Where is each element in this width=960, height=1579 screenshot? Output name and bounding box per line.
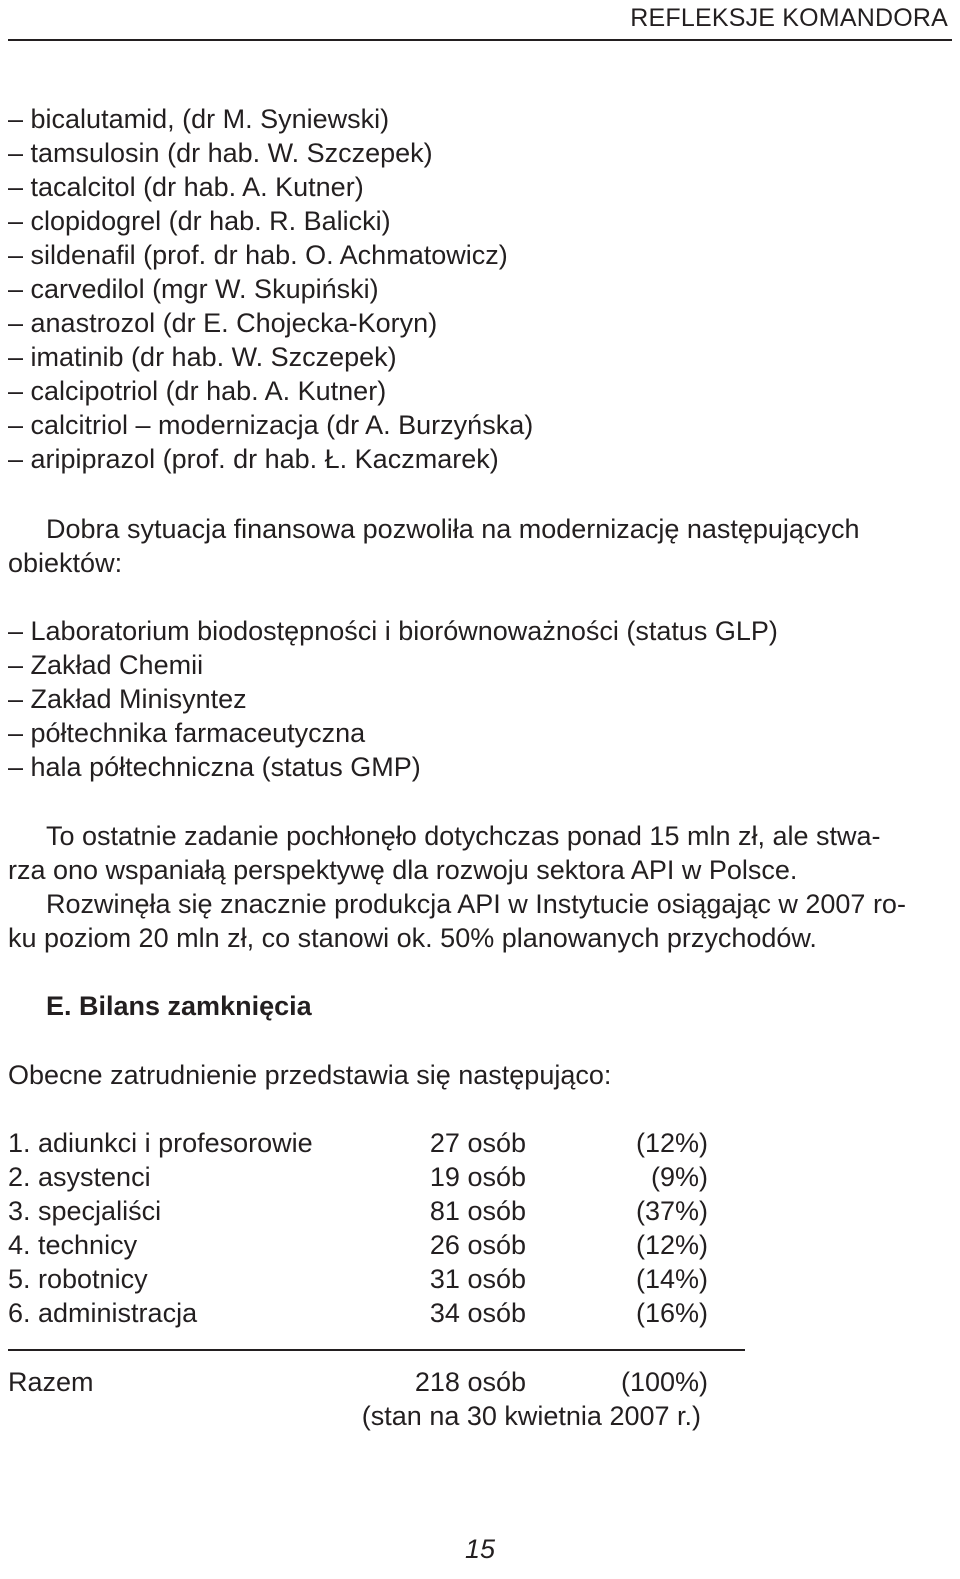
table-row [8, 1262, 768, 1296]
row-label: 1. adiunkci i profesorowie [8, 1128, 313, 1158]
paragraph-line: Rozwinęła się znacznie produkcja API w Instytucie osiągając w 2007 ro- [46, 889, 906, 919]
paragraph-line: Dobra sytuacja finansowa pozwoliła na modernizację następujących [46, 514, 860, 544]
finance-paragraph [8, 512, 952, 580]
total-label: Razem [8, 1367, 94, 1397]
row-percent: (12%) [635, 1230, 708, 1260]
row-count: 27 osób [429, 1128, 526, 1158]
list-item: – Zakład Chemii [8, 650, 204, 680]
paragraph-line: ku poziom 20 mln zł, co stanowi ok. 50% planowanych przychodów. [8, 923, 817, 953]
total-percent: (100%) [620, 1367, 708, 1397]
row-percent: (9%) [650, 1162, 708, 1192]
row-count: 31 osób [429, 1264, 526, 1294]
paragraph-line: To ostatnie zadanie pochłonęło dotychczas ponad 15 mln zł, ale stwa- [46, 821, 881, 851]
list-item: – Zakład Minisyntez [8, 684, 247, 714]
list-item: – półtechnika farmaceutyczna [8, 718, 366, 748]
paragraph-line: rza ono wspaniałą perspektywę dla rozwoju sektora API w Polsce. [8, 855, 798, 885]
row-count: 19 osób [429, 1162, 526, 1192]
page-number: 15 [464, 1534, 496, 1564]
table-row [8, 1194, 768, 1228]
employment-table [8, 1126, 768, 1330]
total-divider [8, 1349, 745, 1351]
list-item: – calcipotriol (dr hab. A. Kutner) [8, 376, 387, 406]
row-count: 26 osób [429, 1230, 526, 1260]
table-row [8, 1126, 768, 1160]
list-item: – sildenafil (prof. dr hab. O. Achmatowicz) [8, 240, 508, 270]
table-row [8, 1160, 768, 1194]
list-item: – carvedilol (mgr W. Skupiński) [8, 274, 379, 304]
list-item: – hala półtechniczna (status GMP) [8, 752, 421, 782]
list-item: – clopidogrel (dr hab. R. Balicki) [8, 206, 391, 236]
row-percent: (16%) [635, 1298, 708, 1328]
row-count: 81 osób [429, 1196, 526, 1226]
list-item: – aripiprazol (prof. dr hab. Ł. Kaczmarek) [8, 444, 499, 474]
task-paragraph [8, 819, 952, 955]
table-row [8, 1365, 768, 1399]
row-label: 4. technicy [8, 1230, 138, 1260]
row-label: 5. robotnicy [8, 1264, 148, 1294]
section-heading: E. Bilans zamknięcia [46, 991, 312, 1021]
list-item: – calcitriol – modernizacja (dr A. Burzyńska) [8, 410, 534, 440]
date-note: (stan na 30 kwietnia 2007 r.) [361, 1401, 701, 1431]
header-rule [8, 39, 952, 41]
row-percent: (37%) [635, 1196, 708, 1226]
facility-list [8, 614, 778, 784]
product-list [8, 102, 533, 476]
employment-intro: Obecne zatrudnienie przedstawia się następująco: [8, 1060, 612, 1090]
row-percent: (14%) [635, 1264, 708, 1294]
list-item: – anastrozol (dr E. Chojecka-Koryn) [8, 308, 438, 338]
paragraph-line: obiektów: [8, 548, 123, 578]
row-label: 2. asystenci [8, 1162, 151, 1192]
row-count: 34 osób [429, 1298, 526, 1328]
total-row [8, 1365, 768, 1399]
row-label: 3. specjaliści [8, 1196, 162, 1226]
row-label: 6. administracja [8, 1298, 198, 1328]
list-item: – imatinib (dr hab. W. Szczepek) [8, 342, 397, 372]
list-item: – Laboratorium biodostępności i biorównoważności (status GLP) [8, 616, 778, 646]
table-row [8, 1296, 768, 1330]
list-item: – bicalutamid, (dr M. Syniewski) [8, 104, 390, 134]
row-percent: (12%) [635, 1128, 708, 1158]
total-count: 218 osób [414, 1367, 526, 1397]
running-header: REFLEKSJE KOMANDORA [630, 4, 948, 32]
list-item: – tamsulosin (dr hab. W. Szczepek) [8, 138, 433, 168]
list-item: – tacalcitol (dr hab. A. Kutner) [8, 172, 364, 202]
table-row [8, 1228, 768, 1262]
